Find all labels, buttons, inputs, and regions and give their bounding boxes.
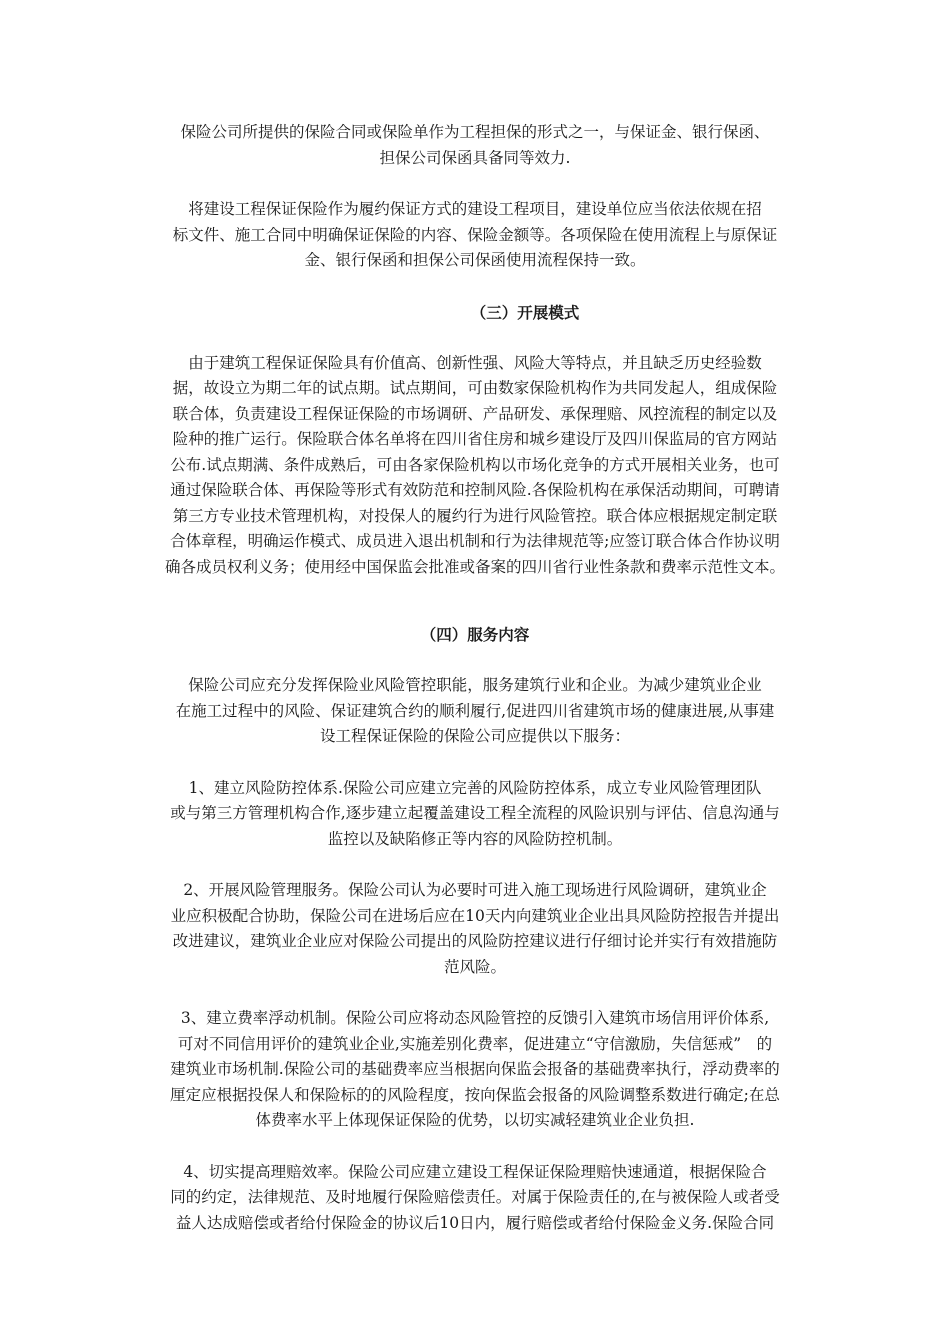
- text-line: 合体章程，明确运作模式、成员进入退出机制和行为法律规范等;应签订联合体合作协议明: [170, 532, 780, 550]
- text-line: 公布.试点期满、条件成熟后，可由各家保险机构以市场化竞争的方式开展相关业务，也可: [170, 455, 780, 474]
- paragraph-item-1: [140, 776, 810, 853]
- text-line: 据，故设立为期二年的试点期。试点期间，可由数家保险机构作为共同发起人，组成保险: [172, 379, 778, 397]
- text-line: 将建设工程保证保险作为履约保证方式的建设工程项目，建设单位应当依法依规在招: [188, 200, 762, 218]
- text-line: 范风险。: [443, 957, 506, 976]
- section-heading-services: （四）服务内容: [420, 625, 530, 644]
- text-line: 由于建筑工程保证保险具有价值高、创新性强、风险大等特点，并且缺乏历史经验数: [188, 353, 762, 372]
- paragraph-item-3: [140, 1006, 810, 1134]
- paragraph-item-2: [140, 878, 810, 980]
- text-line: 联合体，负责建设工程保证保险的市场调研、产品研发、承保理赔、风控流程的制定以及: [172, 404, 778, 423]
- text-line: 在施工过程中的风险、保证建筑合约的顺利履行,促进四川省建筑市场的健康进展,从事建: [175, 701, 775, 720]
- paragraph-performance-bond: [140, 197, 810, 274]
- text-line: 体费率水平上体现保证保险的优势，以切实减轻建筑业企业负担.: [255, 1111, 695, 1129]
- text-line: 改进建议，建筑业企业应对保险公司提出的风险防控建议进行仔细讨论并实行有效措施防: [172, 932, 778, 950]
- text-line: 益人达成赔偿或者给付保险金的协议后10日内，履行赔偿或者给付保险金义务.保险合同: [175, 1213, 775, 1232]
- section-heading-mode: （三）开展模式: [470, 302, 580, 322]
- text-line: 1、建立风险防控体系.保险公司应建立完善的风险防控体系，成立专业风险管理团队: [188, 778, 762, 797]
- text-line: 通过保险联合体、再保险等形式有效防范和控制风险.各保险机构在承保活动期间，可聘请: [170, 481, 780, 499]
- text-line: 2、开展风险管理服务。保险公司认为必要时可进入施工现场进行风险调研，建筑业企: [183, 881, 767, 899]
- text-line: 保险公司所提供的保险合同或保险单作为工程担保的形式之一，与保证金、银行保函、: [180, 123, 770, 141]
- paragraph-guarantee-form: [140, 120, 810, 171]
- paragraph-item-4: [140, 1160, 810, 1237]
- text-line: 标文件、施工合同中明确保证保险的内容、保险金额等。各项保险在使用流程上与原保证: [172, 225, 778, 244]
- text-line: 建筑业市场机制.保险公司的基础费率应当根据向保监会报备的基础费率执行，浮动费率的: [170, 1060, 780, 1078]
- text-line: 3、建立费率浮动机制。保险公司应将动态风险管控的反馈引入建筑市场信用评价体系,: [180, 1009, 770, 1027]
- text-line: 监控以及缺陷修正等内容的风险防控机制。: [327, 829, 623, 848]
- text-line: 保险公司应充分发挥保险业风险管控职能，服务建筑行业和企业。为减少建筑业企业: [188, 676, 762, 694]
- text-line: 或与第三方管理机构合作,逐步建立起覆盖建设工程全流程的风险识别与评估、信息沟通与: [170, 804, 780, 822]
- paragraph-pilot-mode: [140, 351, 810, 581]
- text-line: 担保公司保函具备同等效力.: [379, 148, 571, 167]
- text-line: 确各成员权利义务；使用经中国保监会批准或备案的四川省行业性条款和费率示范性文本。: [164, 557, 785, 576]
- text-line: 险种的推广运行。保险联合体名单将在四川省住房和城乡建设厅及四川保监局的官方网站: [172, 430, 778, 448]
- text-line: 厘定应根据投保人和保险标的的风险程度，按向保监会报备的风险调整系数进行确定;在总: [170, 1085, 780, 1104]
- text-line: 设工程保证保险的保险公司应提供以下服务：: [319, 727, 630, 745]
- text-line: 4、切实提高理赔效率。保险公司应建立建设工程保证保险理赔快速通道，根据保险合: [183, 1162, 767, 1181]
- text-line: 金、银行保函和担保公司保函使用流程保持一致。: [304, 251, 646, 269]
- paragraph-services-intro: [140, 673, 810, 750]
- text-line: 第三方专业技术管理机构，对投保人的履约行为进行风险管控。联合体应根据规定制定联: [172, 506, 778, 525]
- text-line: 同的约定，法律规范、及时地履行保险赔偿责任。对属于保险责任的,在与被保险人或者受: [170, 1188, 780, 1206]
- text-line: 业应积极配合协助，保险公司在进场后应在10天内向建筑业企业出具风险防控报告并提出: [170, 906, 780, 925]
- document-body: [140, 120, 810, 1236]
- text-line: 可对不同信用评价的建筑业企业,实施差别化费率，促进建立“守信激励，失信惩戒” 的: [177, 1034, 773, 1053]
